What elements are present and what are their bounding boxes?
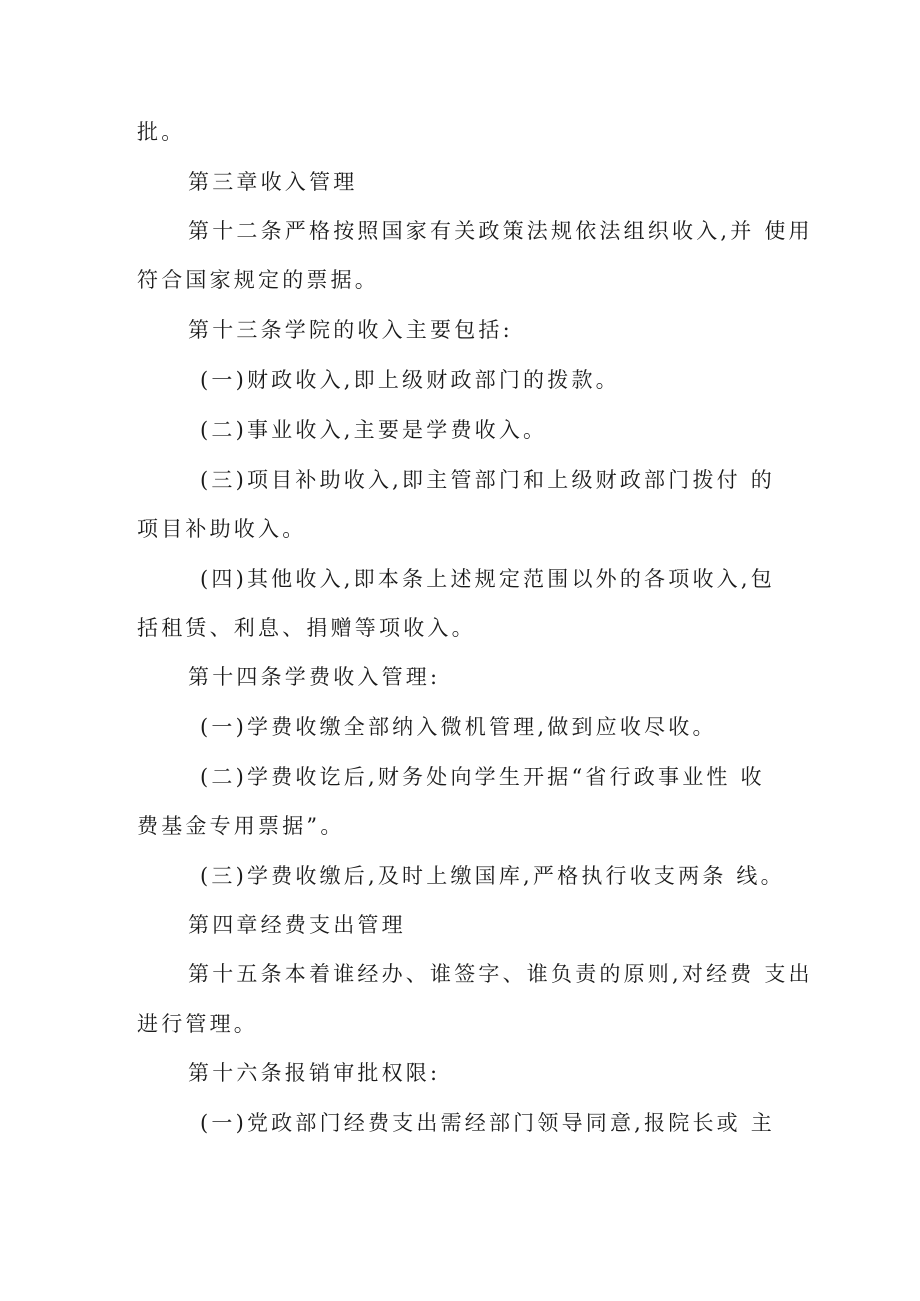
list-item: (三)项目补助收入,即主管部门和上级财政部门拨付 的: [200, 468, 775, 492]
text-line: 符合国家规定的票据。: [137, 268, 379, 292]
text-line: 括租赁、利息、捐赠等项收入。: [137, 616, 476, 640]
list-item: (四)其他收入,即本条上述规定范围以外的各项收入,包: [200, 567, 775, 591]
text-line: 费基金专用票据”。: [137, 814, 345, 838]
article-line: 第十二条严格按照国家有关政策法规依法组织收入,并 使用: [188, 219, 813, 243]
chapter-heading: 第三章收入管理: [188, 170, 358, 194]
article-line: 第十四条学费收入管理:: [188, 665, 441, 689]
article-line: 第十五条本着谁经办、谁签字、谁负责的原则,对经费 支出: [188, 962, 813, 986]
chapter-heading: 第四章经费支出管理: [188, 913, 406, 937]
list-item: (三)学费收缴后,及时上缴国库,严格执行收支两条 线。: [200, 864, 785, 888]
article-line: 第十三条学院的收入主要包括:: [188, 318, 513, 342]
list-item: (一)财政收入,即上级财政部门的拨款。: [200, 368, 620, 392]
text-line: 项目补助收入。: [137, 517, 307, 541]
article-line: 第十六条报销审批权限:: [188, 1061, 441, 1085]
list-item: (一)党政部门经费支出需经部门领导同意,报院长或 主: [200, 1111, 775, 1135]
list-item: (二)学费收讫后,财务处向学生开据“省行政事业性 收: [200, 765, 765, 789]
text-line: 批。: [137, 120, 186, 144]
text-line: 进行管理。: [137, 1012, 258, 1036]
list-item: (一)学费收缴全部纳入微机管理,做到应收尽收。: [200, 715, 717, 739]
list-item: (二)事业收入,主要是学费收入。: [200, 418, 548, 442]
